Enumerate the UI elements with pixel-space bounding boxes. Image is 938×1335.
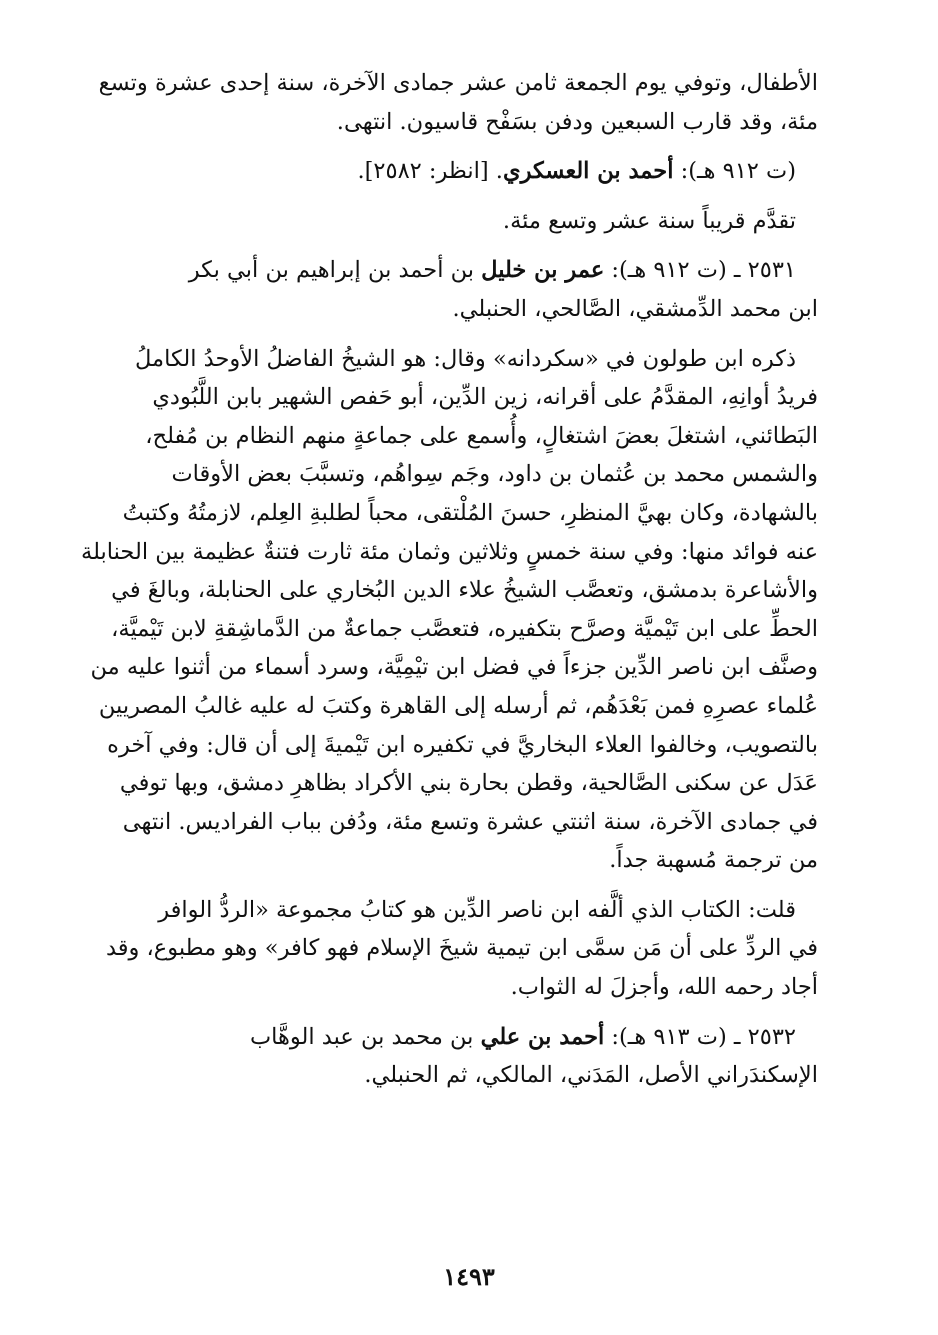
entry-2531-heading — [70, 251, 818, 328]
entry-lineage-continued: الإسكندَراني الأصل، المَدَني، المالكي، ثم الحنبلي. — [364, 1062, 818, 1089]
text-line: ذكره ابن طولون في «سكردانه» وقال: هو الشيخُ الفاضلُ الأوحدُ الكاملُ — [135, 345, 796, 372]
paragraph-note — [70, 202, 818, 241]
entry-lineage-continued: ابن محمد الدِّمشقي، الصَّالحي، الحنبلي. — [452, 295, 818, 322]
text-line: بالتصويب، وخالفوا العلاء البخاريَّ في تكفيره ابن تَيْميةَ إلى أن قال: وفي آخره — [107, 731, 818, 758]
text-line: قلت: الكتاب الذي ألَّفه ابن ناصر الدِّين هو كتابُ مجموعة «الردُّ الوافر — [158, 896, 796, 923]
page-number: ١٤٩٣ — [443, 1262, 495, 1291]
text-line: في الردِّ على أن مَن سمَّى ابن تيمية شيخَ الإسلام فهو كافر» وهو مطبوع، وقد — [105, 935, 818, 962]
entry-2532-heading — [70, 1018, 818, 1095]
entry-reference-askari — [70, 152, 818, 191]
entry-date: (ت ٩١٢ هـ): — [673, 158, 796, 185]
entry-name: أحمد بن العسكري — [502, 158, 674, 185]
paragraph-editor-note — [70, 891, 818, 1007]
text-line: وصنَّف ابن ناصر الدِّين جزءاً في فضل ابن تيْمِيَّة، وسرد أسماء من أثنوا عليه من — [90, 654, 818, 681]
text-line: عَدَل عن سكنى الصَّالحية، وقطن بحارة بني الأكراد بظاهرِ دمشق، وبها توفي — [119, 770, 818, 797]
text-line: أجاد رحمه الله، وأجزلَ له الثواب. — [510, 974, 818, 1001]
text-line: والأشاعرة بدمشق، وتعصَّب الشيخُ علاء الدين البُخاري على الحنابلة، وبالغَ في — [111, 577, 818, 604]
text-line: تقدَّم قريباً سنة عشر وتسع مئة. — [502, 207, 796, 234]
page-body — [70, 64, 818, 1095]
entry-lineage: بن أحمد بن إبراهيم بن أبي بكر — [188, 257, 482, 284]
entry-number-date: ٢٥٣٢ ـ (ت ٩١٣ هـ): — [604, 1023, 796, 1050]
text-line: من ترجمة مُسهبة جداً. — [609, 847, 818, 874]
entry-reference: . [انظر: ٢٥٨٢]. — [357, 158, 503, 185]
entry-number-date: ٢٥٣١ ـ (ت ٩١٢ هـ): — [604, 257, 796, 284]
entry-name: عمر بن خليل — [481, 257, 605, 284]
text-line: فريدُ أوانِهِ، المقدَّمُ على أقرانه، زين الدِّين، أبو حَفص الشهير بابن اللَّبُودي — [152, 384, 818, 411]
text-line: بالشهادة، وكان بهيَّ المنظرِ، حسنَ المُلْتقى، محباً لطلبةِ العِلم، لازمتُهُ وكتبتُ — [122, 499, 818, 526]
text-line: الأطفال، وتوفي يوم الجمعة ثامن عشر جمادى الآخرة، سنة إحدى عشرة وتسع — [98, 70, 818, 96]
text-line: في جمادى الآخرة، سنة اثنتي عشرة وتسع مئة، ودُفن بباب الفراديس. انتهى — [122, 808, 818, 835]
text-line: والشمس محمد بن عُثمان بن داود، وجَم سِواهُم، وتسبَّبَ بعض الأوقات — [171, 461, 818, 488]
text-line: عنه فوائد منها: وفي سنة خمسٍ وثلاثين وثمان مئة ثارت فتنةٌ عظيمة بين الحنابلة — [81, 538, 818, 565]
entry-name: أحمد بن علي — [480, 1023, 605, 1050]
entry-lineage: بن محمد بن عبد الوهَّاب — [249, 1023, 481, 1050]
paragraph-continuation — [70, 64, 818, 141]
paragraph-biography — [70, 340, 818, 880]
text-line: عُلماء عصرِهِ فمن بَعْدَهُم، ثم أرسله إلى القاهرة وكتبَ له عليه غالبُ المصريين — [98, 692, 818, 719]
text-line: الحطِّ على ابن تَيْميَّة وصرَّح بتكفيره، فتعصَّب جماعةٌ من الدَّماشِقةِ لابن تَيْميَّة، — [111, 615, 818, 642]
text-line: البَطائني، اشتغلَ بعضَ اشتغالٍ، وأُسمع على جماعةٍ منهم النظام بن مُفلح، — [145, 422, 818, 449]
text-line: مئة، وقد قارب السبعين ودفن بسَفْح قاسيون. انتهى. — [336, 108, 818, 135]
